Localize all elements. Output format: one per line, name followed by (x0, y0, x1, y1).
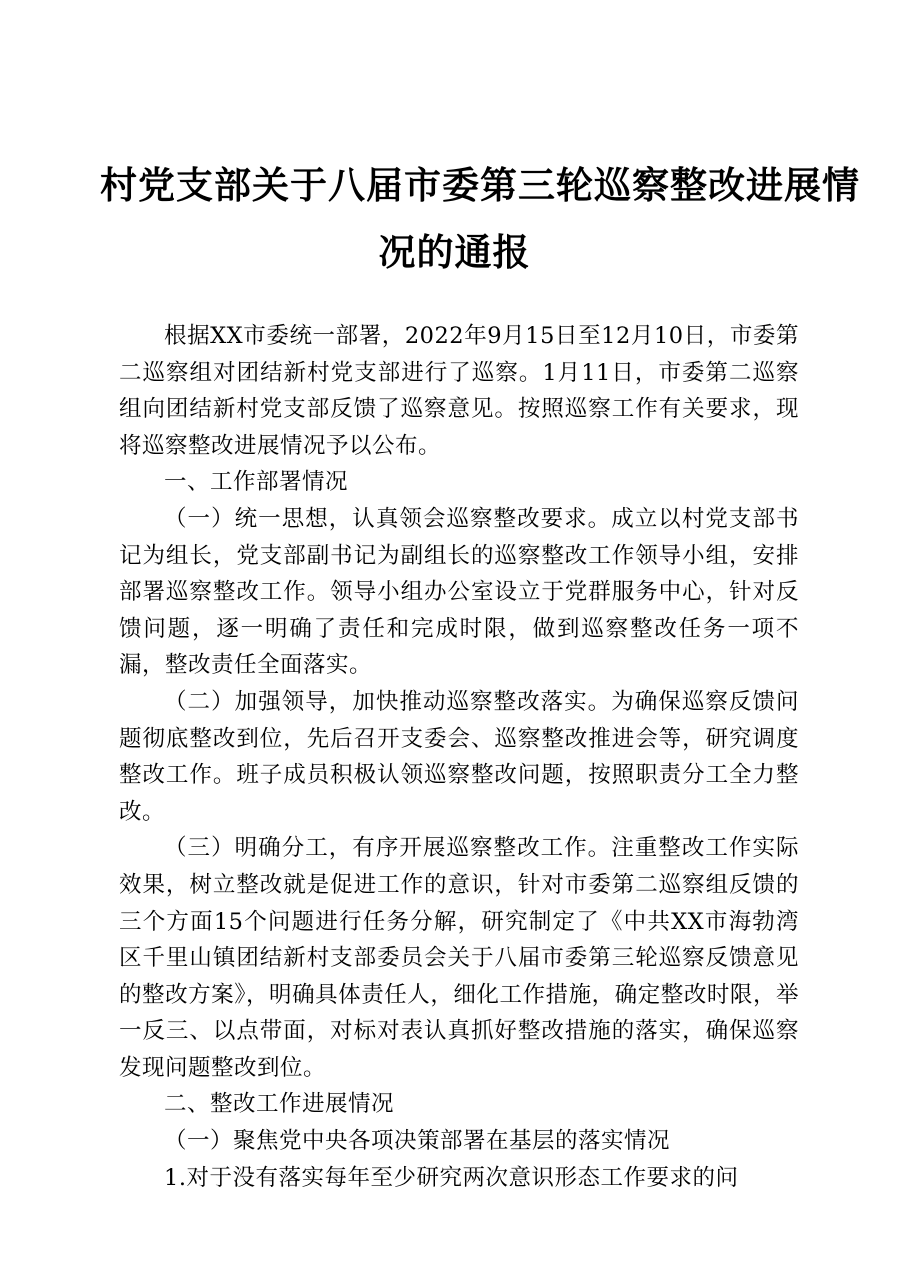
paragraph-item-1-2: （二）加强领导，加快推动巡察整改落实。为确保巡察反馈问题彻底整改到位，先后召开支委会、巡察整改推进会等，研究调度整改工作。班子成员积极认领巡察整改问题，按照职责分工全力整改。 (119, 688, 799, 825)
section-heading-2: 二、整改工作进展情况 (164, 1091, 395, 1118)
document-title-line-2: 况的通报 (378, 230, 531, 274)
section-heading-1: 一、工作部署情况 (164, 469, 349, 496)
subsection-heading-2-1: （一）聚焦党中央各项决策部署在基层的落实情况 (164, 1128, 671, 1155)
document-body (119, 318, 799, 1196)
paragraph-item-1-3: （三）明确分工，有序开展巡察整改工作。注重整改工作实际效果，树立整改就是促进工作的意识，针对市委第二巡察组反馈的三个方面15个问题进行任务分解，研究制定了《中共XX市海勃湾区千里山镇团结新村支部委员会关于八届市委第三轮巡察反馈意见的整改方案》，明确具体责任人，细化工作措施，确定整改时限，举一反三、以点带面，对标对表认真抓好整改措施的落实，确保巡察发现问题整改到位。 (119, 835, 799, 1081)
paragraph-intro: 根据XX市委统一部署，2022年9月15日至12月10日，市委第二巡察组对团结新村党支部进行了巡察。1月11日，市委第二巡察组向团结新村党支部反馈了巡察意见。按照巡察工作有关要求，现将巡察整改进展情况予以公布。 (119, 323, 799, 459)
document-title-line-1: 村党支部关于八届市委第三轮巡察整改进展情 (100, 163, 860, 207)
paragraph-item-2-1-1: 1.对于没有落实每年至少研究两次意识形态工作要求的问 (164, 1164, 739, 1191)
paragraph-item-1-1: （一）统一思想，认真领会巡察整改要求。成立以村党支部书记为组长，党支部副书记为副组长的巡察整改工作领导小组，安排部署巡察整改工作。领导小组办公室设立于党群服务中心，针对反馈问题，逐一明确了责任和完成时限，做到巡察整改任务一项不漏，整改责任全面落实。 (119, 505, 799, 679)
